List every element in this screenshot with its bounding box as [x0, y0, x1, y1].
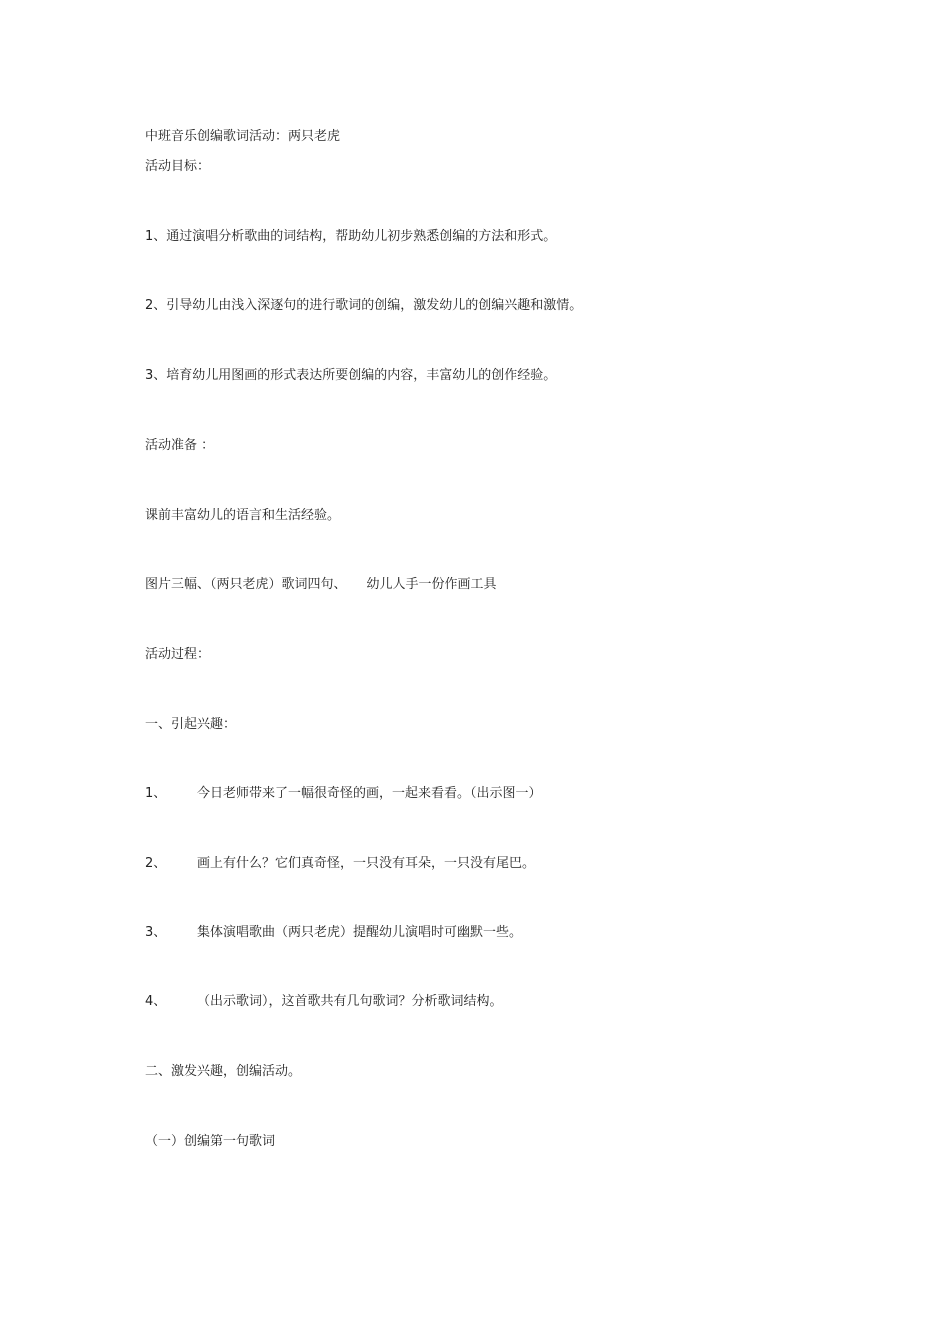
step-number: 2、 [145, 856, 167, 871]
step-number: 3、 [145, 925, 167, 940]
step-text: 今日老师带来了一幅很奇怪的画，一起来看看。（出示图一） [197, 786, 542, 801]
section-heading-2: 二、激发兴趣，创编活动。 [145, 1064, 302, 1079]
step-text: 画上有什么？它们真奇怪，一只没有耳朵，一只没有尾巴。 [197, 856, 536, 871]
goal-item-2: 2、引导幼儿由浅入深逐句的进行歌词的创编，激发幼儿的创编兴趣和激情。 [145, 298, 583, 313]
prep-heading: 活动准备 ： [145, 438, 215, 453]
goals-heading: 活动目标： [145, 159, 211, 174]
step-item-2 [145, 855, 535, 873]
step-item-3 [145, 924, 522, 942]
step-item-1 [145, 785, 542, 803]
step-number: 4、 [145, 994, 167, 1009]
prep-line-1: 课前丰富幼儿的语言和生活经验。 [145, 508, 341, 523]
step-item-4 [145, 993, 503, 1011]
prep-tools: 幼儿人手一份作画工具 [366, 577, 497, 592]
step-text: 集体演唱歌曲（两只老虎）提醒幼儿演唱时可幽默一些。 [197, 925, 523, 940]
subsection-heading-1: （一）创编第一句歌词 [145, 1134, 276, 1149]
prep-materials: 图片三幅、（两只老虎）歌词四句、 [145, 577, 347, 592]
step-number: 1、 [145, 786, 167, 801]
goal-item-3: 3、培育幼儿用图画的形式表达所要创编的内容，丰富幼儿的创作经验。 [145, 368, 557, 383]
step-text: （出示歌词），这首歌共有几句歌词？分析歌词结构。 [197, 994, 503, 1009]
document-title: 中班音乐创编歌词活动：两只老虎 [145, 129, 341, 144]
process-heading: 活动过程： [145, 647, 211, 662]
section-heading-1: 一、引起兴趣： [145, 717, 237, 732]
prep-line-2 [145, 576, 497, 594]
goal-item-1: 1、通过演唱分析歌曲的词结构，帮助幼儿初步熟悉创编的方法和形式。 [145, 229, 557, 244]
